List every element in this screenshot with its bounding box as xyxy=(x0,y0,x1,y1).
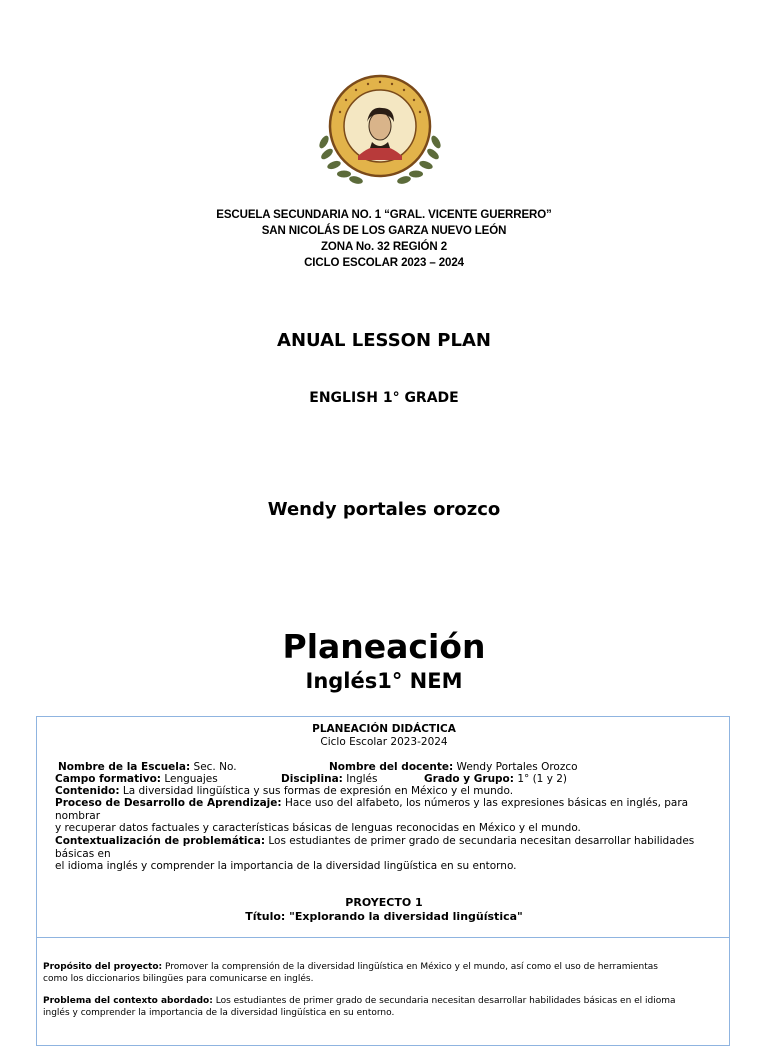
planeacion-heading: Planeación xyxy=(282,627,486,666)
contenido-field xyxy=(55,785,725,798)
teacher-name: Wendy portales orozco xyxy=(267,499,501,520)
grado-field xyxy=(424,773,684,786)
contexto-field-label: Contextualización de problemática: xyxy=(55,835,266,847)
school-location: SAN NICOLÁS DE LOS GARZA NUEVO LEÓN xyxy=(261,225,507,237)
campo-field-value: Lenguajes xyxy=(164,773,218,785)
grado-field-value: 1° (1 y 2) xyxy=(517,773,568,785)
problema-field-value-2: inglés y comprender la importancia de la diversidad lingüística en su entorno. xyxy=(43,1007,395,1018)
school-cycle: CICLO ESCOLAR 2023 – 2024 xyxy=(304,257,464,269)
contexto-field-value-1: Los estudiantes de primer grado de secundaria necesitan desarrollar habilidades básicas en xyxy=(55,835,695,860)
proposito-field xyxy=(43,962,708,985)
contexto-field-cont xyxy=(55,860,725,873)
problema-field-value-1: Los estudiantes de primer grado de secundaria necesitan desarrollar habilidades básicas en el idioma xyxy=(215,996,676,1006)
proceso-field-value-2: y recuperar datos factuales y características básicas de lenguas reconocidas en México y el mundo. xyxy=(55,822,581,834)
project-number: PROYECTO 1 xyxy=(345,896,423,909)
proceso-field-value-1: Hace uso del alfabeto, los números y las expresiones básicas en inglés, para nombrar xyxy=(55,797,689,822)
problema-field xyxy=(43,996,708,1019)
subject-subtitle: Inglés1° NEM xyxy=(305,669,463,693)
plan-cycle: Ciclo Escolar 2023-2024 xyxy=(320,736,448,748)
proposito-field-value-1: Promover la comprensión de la diversidad lingüística en México y el mundo, así como el uso de herramientas xyxy=(165,962,658,972)
school-field xyxy=(58,761,358,774)
grade-title: ENGLISH 1° GRADE xyxy=(309,390,459,406)
problema-field-label: Problema del contexto abordado: xyxy=(43,996,213,1006)
school-field-value: Sec. No. xyxy=(193,761,237,773)
project-title: Título: "Explorando la diversidad lingüística" xyxy=(245,910,523,923)
disciplina-field xyxy=(281,773,441,786)
school-seal-logo xyxy=(310,72,450,190)
contenido-field-value: La diversidad lingüística y sus formas de expresión en México y el mundo. xyxy=(122,785,514,797)
contenido-field-label: Contenido: xyxy=(55,785,120,797)
school-field-label: Nombre de la Escuela: xyxy=(58,761,191,773)
school-name: ESCUELA SECUNDARIA NO. 1 “GRAL. VICENTE GUERRERO” xyxy=(216,209,552,221)
proposito-field-value-2: como los diccionarios bilingües para comunicarse en inglés. xyxy=(43,973,314,984)
proceso-field-label: Proceso de Desarrollo de Aprendizaje: xyxy=(55,797,282,809)
campo-field xyxy=(55,773,295,786)
plan-box-divider xyxy=(36,937,730,938)
contexto-field xyxy=(55,835,727,860)
proceso-field-cont xyxy=(55,822,725,835)
proceso-field xyxy=(55,797,727,822)
teacher-field-value: Wendy Portales Orozco xyxy=(456,761,578,773)
teacher-field xyxy=(329,761,659,774)
plan-title: PLANEACIÓN DIDÁCTICA xyxy=(312,723,456,735)
contexto-field-value-2: el idioma inglés y comprender la importancia de la diversidad lingüística en su entorno. xyxy=(55,860,517,872)
teacher-field-label: Nombre del docente: xyxy=(329,761,454,773)
lesson-plan-title: ANUAL LESSON PLAN xyxy=(277,330,491,351)
disciplina-field-value: Inglés xyxy=(346,773,378,785)
campo-field-label: Campo formativo: xyxy=(55,773,161,785)
grado-field-label: Grado y Grupo: xyxy=(424,773,514,785)
proposito-field-label: Propósito del proyecto: xyxy=(43,962,163,972)
school-zone-region: ZONA No. 32 REGIÓN 2 xyxy=(320,241,447,253)
disciplina-field-label: Disciplina: xyxy=(281,773,343,785)
